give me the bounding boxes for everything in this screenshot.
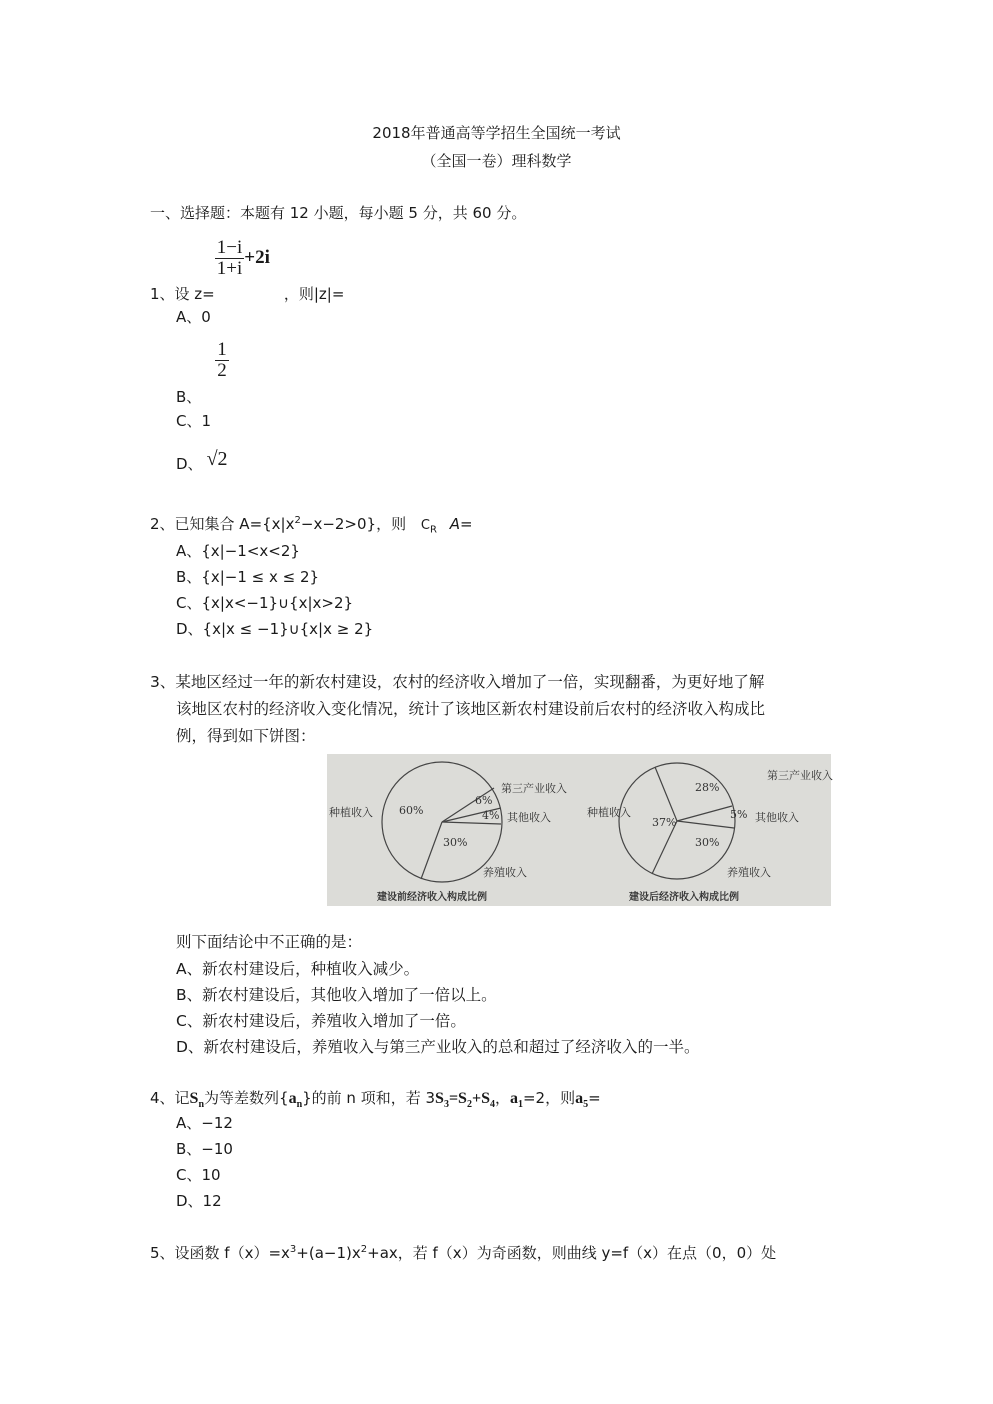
q2-option-d: D、{x|x ≤ −1}∪{x|x ≥ 2}	[176, 620, 374, 638]
q3-option-d: D、新农村建设后，养殖收入与第三产业收入的总和超过了经济收入的一半。	[176, 1038, 700, 1056]
left-pie-label-breeding: 养殖收入	[483, 866, 527, 879]
question-3-line2: 该地区农村的经济收入变化情况，统计了该地区新农村建设前后农村的经济收入构成比	[176, 700, 766, 718]
question-4: 4、记$S_n$为等差数列$\{a_n\}$的前 n 项和，若 $3S_3=S_2+S_4$，$a_1=2$，则$a_5=$	[150, 1089, 601, 1110]
question-2: 2、已知集合 $A=\{x|x^2-x-2>0\}$，则 $C_R$ A=	[150, 515, 473, 536]
left-pie-pct-other: 4%	[482, 809, 500, 822]
q2-option-c: C、{x|x<−1}∪{x|x>2}	[176, 594, 354, 612]
question-1	[150, 237, 345, 303]
sqrt-two: √2	[206, 448, 228, 470]
q4-option-b: B、−10	[176, 1140, 233, 1158]
right-pie-pct-other: 5%	[730, 808, 748, 821]
right-pie-label-other: 其他收入	[755, 811, 799, 824]
pie-charts-svg	[327, 754, 831, 906]
exam-subtitle: （全国一卷）理科数学	[421, 152, 572, 170]
q3-option-c: C、新农村建设后，养殖收入增加了一倍。	[176, 1012, 466, 1030]
left-pie-pct-breeding: 30%	[443, 836, 468, 849]
q4-option-c: C、10	[176, 1166, 221, 1184]
question-3-line3: 例，得到如下饼图：	[176, 727, 316, 745]
left-pie-pct-tertiary: 6%	[475, 794, 493, 807]
complement-symbol: $C_R$	[420, 518, 437, 536]
exam-title: 2018年普通高等学招生全国统一考试	[372, 124, 621, 142]
q1-suffix: ，则|z|=	[283, 284, 345, 303]
section-heading: 一、选择题：本题有 12 小题，每小题 5 分，共 60 分。	[150, 204, 527, 222]
left-pie-pct-planting: 60%	[399, 804, 424, 817]
pie-charts-figure	[327, 754, 831, 906]
q4-option-a: A、−12	[176, 1114, 233, 1132]
q1-denominator: 1+i	[216, 257, 243, 279]
q1-fraction	[215, 238, 245, 279]
right-pie-label-planting: 种植收入	[587, 806, 631, 819]
q2-option-b: B、{x|−1 ≤ x ≤ 2}	[176, 568, 320, 586]
q3-option-b: B、新农村建设后，其他收入增加了一倍以上。	[176, 986, 497, 1004]
right-pie-caption: 建设后经济收入构成比例	[629, 892, 739, 903]
q1-numerator: 1−i	[216, 237, 243, 258]
right-pie-pct-breeding: 30%	[695, 836, 720, 849]
q1-option-b-fraction: $\frac{1}{2}$	[217, 339, 227, 381]
q1-option-c: C、1	[176, 412, 212, 430]
q1-option-a: A、0	[176, 308, 211, 326]
right-pie-label-tertiary: 第三产业收入	[767, 769, 833, 782]
q3-prompt: 则下面结论中不正确的是：	[176, 933, 363, 951]
q1-option-d: D、 √2	[176, 448, 228, 473]
left-pie-label-planting: 种植收入	[329, 806, 373, 819]
q2-option-a: A、{x|−1<x<2}	[176, 542, 300, 560]
right-pie-pct-planting: 37%	[652, 816, 677, 829]
left-pie-caption: 建设前经济收入构成比例	[377, 892, 487, 903]
left-pie-label-tertiary: 第三产业收入	[501, 782, 567, 795]
question-3-line1: 3、某地区经过一年的新农村建设，农村的经济收入增加了一倍，实现翻番，为更好地了解	[150, 673, 765, 691]
left-pie-label-other: 其他收入	[507, 811, 551, 824]
q1-after-fraction: +2i	[244, 246, 270, 268]
right-pie-label-breeding: 养殖收入	[727, 866, 771, 879]
q4-option-d: D、12	[176, 1192, 222, 1210]
q1-prefix: 1、设 z=	[150, 284, 215, 303]
q3-option-a: A、新农村建设后，种植收入减少。	[176, 960, 420, 978]
right-pie-pct-tertiary: 28%	[695, 781, 720, 794]
question-5: 5、设函数 $f(x)=x^3+(a-1)x^2+ax$，若 f（x）为奇函数，则曲线 y=f（x）在点（0，0）处	[150, 1244, 777, 1262]
q1-option-b: B、 $\frac{1}{2}$	[176, 339, 227, 406]
